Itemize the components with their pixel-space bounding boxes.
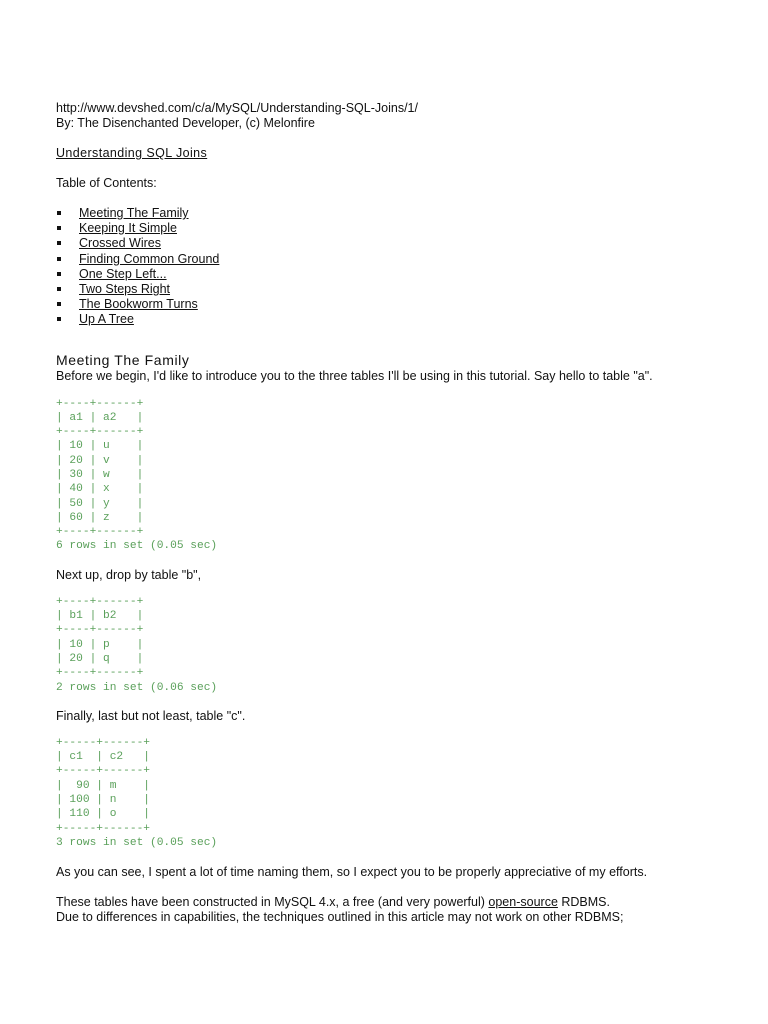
naming-paragraph: As you can see, I spent a lot of time naming them, so I expect you to be properly appreciative of my efforts. xyxy=(56,865,648,880)
toc-link-crossed-wires[interactable]: Crossed Wires xyxy=(79,236,161,251)
toc-item xyxy=(56,252,716,267)
table-c-intro: Finally, last but not least, table "c". xyxy=(56,708,246,723)
toc-link-up-a-tree[interactable]: Up A Tree xyxy=(79,312,134,327)
article-title-link[interactable]: Understanding SQL Joins xyxy=(56,146,208,160)
bullet-icon xyxy=(57,226,61,230)
toc-link-keeping-it-simple[interactable]: Keeping It Simple xyxy=(79,221,177,236)
toc-link-finding-common-ground[interactable]: Finding Common Ground xyxy=(79,251,220,266)
toc-link-two-steps-right[interactable]: Two Steps Right xyxy=(79,281,171,296)
bullet-icon xyxy=(57,317,61,321)
table-of-contents xyxy=(56,206,716,328)
toc-heading: Table of Contents: xyxy=(56,176,157,190)
mysql-paragraph-line2: Due to differences in capabilities, the techniques outlined in this article may not work on other RDBMS; xyxy=(56,910,624,925)
table-a-output: +----+------+ | a1 | a2 | +----+------+ | 10 | u | | 20 | v | | 30 | w | | 40 | x | | 50 | y | | 60 | z | +----+------+ 6 rows in set (0.05 sec) xyxy=(56,397,218,553)
toc-item xyxy=(56,206,716,221)
intro-paragraph: Before we begin, I'd like to introduce you to the three tables I'll be using in this tutorial. Say hello to table "a". xyxy=(56,368,653,383)
table-b-intro: Next up, drop by table "b", xyxy=(56,567,202,582)
bullet-icon xyxy=(57,272,61,276)
bullet-icon xyxy=(57,211,61,215)
document-page xyxy=(56,101,716,925)
mysql-paragraph-text-end: RDBMS. xyxy=(557,895,610,910)
bullet-icon xyxy=(57,241,61,245)
toc-link-meeting-the-family[interactable]: Meeting The Family xyxy=(79,206,189,220)
bullet-icon xyxy=(57,287,61,291)
toc-item xyxy=(56,297,716,312)
bullet-icon xyxy=(57,302,61,306)
toc-item xyxy=(56,282,716,297)
toc-link-one-step-left[interactable]: One Step Left... xyxy=(79,266,167,281)
section-heading: Meeting The Family xyxy=(56,351,190,368)
byline: By: The Disenchanted Developer, (c) Melonfire xyxy=(56,116,315,130)
toc-item xyxy=(56,236,716,251)
open-source-link[interactable]: open-source xyxy=(488,895,558,910)
toc-link-the-bookworm-turns[interactable]: The Bookworm Turns xyxy=(79,297,198,312)
toc-item xyxy=(56,312,716,327)
toc-item xyxy=(56,221,716,236)
table-b-output: +----+------+ | b1 | b2 | +----+------+ | 10 | p | | 20 | q | +----+------+ 2 rows in set (0.06 sec) xyxy=(56,595,218,694)
mysql-paragraph xyxy=(56,895,716,925)
bullet-icon xyxy=(57,257,61,261)
toc-item xyxy=(56,267,716,282)
source-url: http://www.devshed.com/c/a/MySQL/Understanding-SQL-Joins/1/ xyxy=(56,101,418,115)
mysql-paragraph-text: These tables have been constructed in MySQL 4.x, a free (and very powerful) xyxy=(56,895,489,910)
table-c-output: +-----+------+ | c1 | c2 | +-----+------+ | 90 | m | | 100 | n | | 110 | o | +-----+------+ 3 rows in set (0.05 sec) xyxy=(56,736,218,849)
